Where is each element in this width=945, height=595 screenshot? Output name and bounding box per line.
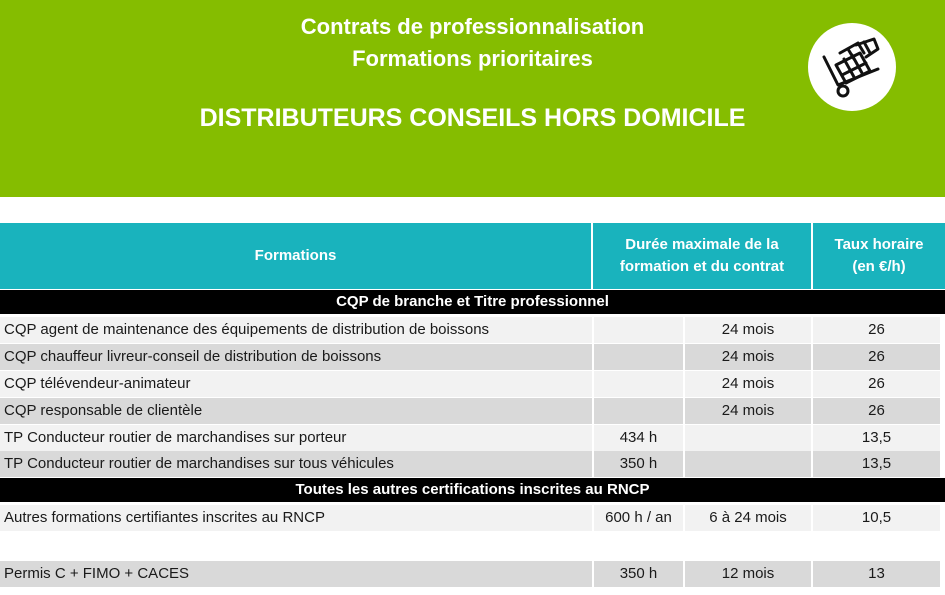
- row-label: Autres formations certifiantes inscrites au RNCP: [0, 505, 592, 531]
- banner: [0, 0, 945, 197]
- row-duree: 6 à 24 mois: [685, 505, 811, 531]
- table-row: [0, 344, 945, 370]
- row-duree: [685, 425, 811, 451]
- row-taux: 26: [813, 344, 940, 370]
- header-duree-line1: Durée maximale de la: [625, 236, 779, 253]
- banner-subtitle: DISTRIBUTEURS CONSEILS HORS DOMICILE: [199, 104, 746, 132]
- banner-title-line1: Contrats de professionnalisation: [300, 14, 645, 39]
- row-taux: 13,5: [813, 451, 940, 477]
- row-heures: [594, 371, 683, 397]
- row-heures: 600 h / an: [594, 505, 683, 531]
- table-row: [0, 425, 945, 451]
- table-row: [0, 451, 945, 477]
- table-row: [0, 317, 945, 343]
- row-taux: 13,5: [813, 425, 940, 451]
- header-formations: [0, 223, 591, 289]
- row-taux: 26: [813, 371, 940, 397]
- row-heures: 434 h: [594, 425, 683, 451]
- row-taux: 13: [813, 561, 940, 587]
- header-duree: [593, 223, 811, 289]
- header-taux: [813, 223, 945, 289]
- logo-badge: [808, 23, 896, 111]
- row-duree: 12 mois: [685, 561, 811, 587]
- row-heures: [594, 344, 683, 370]
- section-header: [0, 478, 945, 502]
- row-duree: 24 mois: [685, 317, 811, 343]
- section-title: Toutes les autres certifications inscrites au RNCP: [295, 481, 650, 498]
- header-formations-label: Formations: [254, 247, 337, 264]
- row-label: CQP agent de maintenance des équipements de distribution de boissons: [0, 317, 592, 343]
- banner-title-line2: Formations prioritaires: [352, 46, 593, 71]
- row-duree: 24 mois: [685, 398, 811, 424]
- row-heures: 350 h: [594, 561, 683, 587]
- table-row: [0, 371, 945, 397]
- row-duree: [685, 451, 811, 477]
- header-taux-line2: (en €/h): [852, 258, 906, 275]
- row-duree: 24 mois: [685, 344, 811, 370]
- row-label: CQP chauffeur livreur-conseil de distribution de boissons: [0, 344, 592, 370]
- row-label: Permis C + FIMO + CACES: [0, 561, 592, 587]
- row-heures: [594, 317, 683, 343]
- row-duree: 24 mois: [685, 371, 811, 397]
- section-header: [0, 290, 945, 314]
- table-row: [0, 505, 945, 531]
- row-label: CQP télévendeur-animateur: [0, 371, 592, 397]
- row-label: CQP responsable de clientèle: [0, 398, 592, 424]
- row-label: TP Conducteur routier de marchandises sur tous véhicules: [0, 451, 592, 477]
- header-duree-line2: formation et du contrat: [619, 258, 785, 275]
- row-heures: [594, 398, 683, 424]
- table-row: [0, 561, 945, 587]
- section-title: CQP de branche et Titre professionnel: [336, 293, 609, 310]
- row-taux: 10,5: [813, 505, 940, 531]
- header-taux-line1: Taux horaire: [834, 236, 924, 253]
- trolley-with-cases-icon: [816, 31, 888, 103]
- table-row: [0, 398, 945, 424]
- row-taux: 26: [813, 317, 940, 343]
- row-taux: 26: [813, 398, 940, 424]
- row-label: TP Conducteur routier de marchandises sur porteur: [0, 425, 592, 451]
- row-heures: 350 h: [594, 451, 683, 477]
